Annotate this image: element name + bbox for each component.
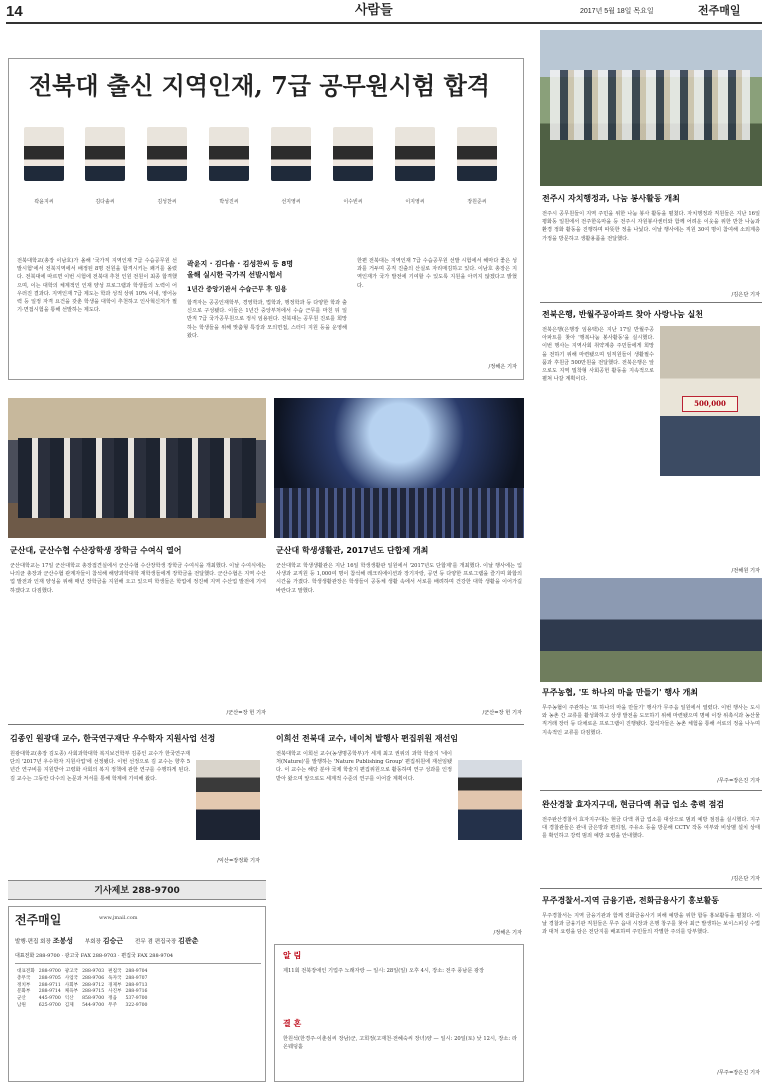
- side-story-2-byline: /전해원 기자: [731, 568, 760, 574]
- side-story-5-byline: /무주=장은진 기자: [717, 1070, 760, 1076]
- mid-story-1-body: 군산대학교는 17일 군산대학교 총장접견실에서 군산수협 수산장학생 장학금 수여식을 개최했다. 이날 수여식에는 나의균 총장과 군산수협 관계자들이 참석해 해양과학대학 재학생들에게 장학금을 전달했다. 군산수협은 지역 수산업 발전과 인재 양성을 위해 매년 장학금을 지원해 오고 있으며 학생들은 학업에 정진해 지역 수산업 발전에 기여하겠다고 다짐했다.: [10, 563, 266, 594]
- side-story-3-title[interactable]: 무주농협, '또 하나의 마을 만들기' 행사 개최: [542, 688, 699, 697]
- wedding-body: 한원석(한경주·이춘심씨 장남)군, 고희정(고재천·전혜숙씨 장녀)양 — 일시: 20일(토) 낮 12시, 장소: 라온웨딩홀: [283, 1036, 517, 1051]
- portrait-2: 김다솔씨: [85, 127, 130, 205]
- notice-box: [274, 944, 524, 1082]
- top-story-headline[interactable]: 전북대 출신 지역인재, 7급 공무원시험 합격: [29, 71, 490, 100]
- top-story-subheads: 곽윤지 · 김다솔 · 김성찬씨 등 8명 올해 실시한 국가직 선발시험서 1년간 중앙기관서 수습근무 후 임용: [187, 260, 293, 293]
- mid-story-1-byline: /군산=장 헌 기자: [226, 710, 266, 716]
- directory-row: 문화부 288-9714 체육부 288-9715 사진부 288-9716: [17, 989, 148, 995]
- mid-story-2-body: 군산대학교 학생생활관은 지난 16일 학생생활관 일원에서 '2017년도 단합제'를 개최했다. 이날 행사에는 입사생과 교직원 등 1,000여 명이 참석해 레크리에이션과 장기자랑, 공연 등 다양한 프로그램을 즐기며 화합의 시간을 가졌다. 학생생활관장은 학생들이 공동체 생활 속에서 서로를 배려하며 건강한 대학 생활을 이어가길 바란다고 말했다.: [276, 563, 522, 594]
- mid-story-4-title[interactable]: 이희선 전북대 교수, 네이처 발행사 편집위원 재선임: [276, 734, 459, 743]
- photo-volunteer-event: [540, 30, 762, 186]
- portrait-8: 장원준씨: [457, 127, 502, 205]
- masthead-url[interactable]: www.jmail.com: [99, 915, 138, 921]
- side-story-1-body: 전주시 공무원들이 지역 주민을 위한 나눔 봉사 활동을 펼쳤다. 자치행정과 직원들은 지난 16일 평화동 일원에서 전주한옥마을 등 전주시 자원봉사센터와 함께 어려운 이웃을 위한 반찬 나눔과 환경 정화 활동을 진행하며 따뜻한 정을 나눴다. 이날 행사에는 직원 30여 명이 참여해 소외계층 가정을 방문하고 생활용품을 전달했다.: [542, 211, 760, 242]
- mid-story-1-title[interactable]: 군산대, 군산수협 수산장학생 장학금 수여식 열어: [10, 546, 182, 555]
- mid-story-2-byline: /군산=장 헌 기자: [482, 710, 522, 716]
- top-story-body-col3: 한편 전북대는 지역인재 7급 수습공무원 선발 시험에서 해마다 좋은 성과를 거두며 공직 진출의 산실로 자리매김하고 있다. 이남호 총장은 지역인재가 국가 발전에 기여할 수 있도록 지원을 아끼지 않겠다고 밝혔다.: [357, 258, 517, 289]
- side-story-3-body: 무주농협이 주관하는 '또 하나의 마을 만들기' 행사가 무주읍 일원에서 열렸다. 이번 행사는 도시와 농촌 간 교류를 활성화하고 상생 발전을 도모하기 위해 마련됐으며 명예 이장 위촉식과 농산물 직거래 장터 등 다채로운 프로그램이 진행됐다. 참석자들은 농촌 체험을 통해 서로의 정을 나누며 지속적인 교류를 다짐했다.: [542, 705, 760, 736]
- notice-body: 제11회 전북장애인 기업주 노래자랑 — 일시: 28일(일) 오후 4시, 장소: 전주 풍남문 광장: [283, 968, 485, 974]
- directory-row: 군산 445-9700 익산 858-9700 정읍 537-9700: [17, 996, 148, 1002]
- mid-story-3-title[interactable]: 김종인 원광대 교수, 한국연구재단 우수학자 지원사업 선정: [10, 734, 216, 743]
- masthead-phones: 대표전화 288-9700 · 광고국 FAX 288-9703 · 편집국 FAX 288-9704: [15, 953, 261, 964]
- mid-story-3-body: 원광대학교(총장 김도종) 사회과학대학 복지보건학부 김종인 교수가 한국연구재단의 '2017년 우수학자 지원사업'에 선정됐다. 이번 선정으로 김 교수는 향후 5년간 연구비를 지원받아 고령화 사회의 복지 정책에 관한 연구를 수행하게 된다. 김 교수는 그동안 다수의 논문과 저서를 통해 학계에 기여해 왔다.: [10, 751, 190, 782]
- header-rule: [6, 22, 762, 24]
- portrait-4: 박성진씨: [209, 127, 254, 205]
- side-story-1-title[interactable]: 전주시 자치행정과, 나눔 봉사활동 개최: [542, 194, 680, 203]
- directory-row: 대표전화 288-9700 광고국 288-9703 편집국 288-9704: [17, 969, 148, 974]
- divider: [8, 724, 524, 725]
- divider: [540, 888, 762, 889]
- portrait-7: 이지영씨: [395, 127, 440, 205]
- photo-bank-donation: [660, 326, 760, 476]
- wedding-title: 결 혼: [283, 1019, 302, 1028]
- directory-row: 총무국 288-9705 사업국 288-9706 독자국 288-9707: [17, 975, 148, 981]
- page-number: 14: [6, 3, 23, 20]
- top-story-body-col2: 합격자는 공공인재학부, 경영학과, 법학과, 행정학과 등 다양한 학과 출신으로 구성됐다. 이들은 1년간 중앙부처에서 수습 근무를 마친 뒤 일반직 7급 국가공무원으로 정식 임용된다. 전북대는 공무원 진로를 희망하는 학생들을 위해 맞춤형 특강과 모의면접, 스터디 지원 등을 운영해 왔다.: [187, 300, 347, 339]
- side-story-2-body: 전북은행(은행장 임용택)은 지난 17일 반월주공아파트를 찾아 '행복나눔 봉사활동'을 실시했다. 이번 행사는 지역사회 취약계층 주민들에게 희망을 전하기 위해 마련됐으며 임직원들이 생활필수품과 후원금 500만원을 전달했다. 전북은행은 앞으로도 지역 밀착형 사회공헌 활동을 지속적으로 펼쳐 나갈 계획이다.: [542, 327, 654, 383]
- paper-name: 전주매일: [698, 4, 741, 17]
- masthead-paper: 전주매일: [15, 913, 62, 927]
- top-story-box: [8, 58, 524, 380]
- photo-scholarship-ceremony: [8, 398, 266, 538]
- portrait-5: 선지영씨: [271, 127, 316, 205]
- side-story-5-body: 무주경찰서는 지역 금융기관과 함께 전화금융사기 피해 예방을 위한 합동 홍보활동을 펼쳤다. 이날 경찰과 금융기관 직원들은 무주 읍내 시장과 은행 창구를 찾아 최근 발생하는 보이스피싱 수법과 대처 요령을 담은 전단지를 배포하며 주민들의 각별한 주의를 당부했다.: [542, 913, 760, 936]
- directory-row: 정치부 288-9711 사회부 288-9712 경제부 288-9713: [17, 982, 148, 988]
- portrait-3: 김성찬씨: [147, 127, 192, 205]
- divider: [540, 302, 762, 303]
- side-story-3-byline: /무주=장은진 기자: [717, 778, 760, 784]
- side-story-2-title[interactable]: 전북은행, 반월주공아파트 찾아 사랑나눔 실천: [542, 310, 704, 319]
- side-story-4-title[interactable]: 완산경찰 효자지구대, 현금다액 취급 업소 총력 점검: [542, 800, 725, 809]
- notice-title: 알 림: [283, 951, 302, 960]
- tipline-bar: 기사제보 288-9700: [8, 880, 266, 900]
- top-story-byline: /정해은 기자: [488, 364, 517, 370]
- portrait-row: [19, 127, 519, 237]
- directory-row: 남원 625-9700 김제 544-9700 무주 322-9700: [17, 1002, 148, 1008]
- section-title: 사람들: [355, 3, 393, 18]
- portrait-6: 이수빈씨: [333, 127, 378, 205]
- mid-story-3-byline: /익산=장정화 기자: [217, 858, 260, 864]
- photo-dorm-festival: [274, 398, 524, 538]
- photo-lee-heeseon: [458, 760, 522, 840]
- masthead-staff: 발행·편집 회장 조봉성 부회장 김승근 전무 겸 편집국장 김관춘: [15, 937, 199, 945]
- divider: [540, 790, 762, 791]
- photo-muju-group: [540, 578, 762, 682]
- portrait-1: 곽윤지씨: [24, 127, 69, 205]
- masthead-box: [8, 906, 266, 1082]
- directory-table: [15, 969, 149, 1010]
- mid-story-4-body: 전북대학교 이희선 교수(농생명공학부)가 세계 최고 권위의 과학 학술지 '네이처(Nature)'를 발행하는 'Nature Publishing Group' 편집위원에 재선임됐다. 이 교수는 해당 분야 국제 학술지 편집위원으로 활동하며 연구 성과를 인정받아 왔으며 앞으로도 세계적 수준의 연구를 이어갈 계획이다.: [276, 751, 452, 782]
- side-story-4-body: 전주완산경찰서 효자지구대는 현금 다액 취급 업소를 대상으로 범죄 예방 점검을 실시했다. 지구대 경찰관들은 관내 금은방과 편의점, 주유소 등을 방문해 CCTV 작동 여부와 비상벨 설치 상태를 확인하고 강력 범죄 예방 요령을 안내했다.: [542, 817, 760, 840]
- side-story-4-byline: /김은단 기자: [731, 876, 760, 882]
- side-story-5-title[interactable]: 무주경찰서-지역 금융기관, 전화금융사기 홍보활동: [542, 896, 720, 905]
- mid-story-2-title[interactable]: 군산대 학생생활관, 2017년도 단합제 개최: [276, 546, 429, 555]
- side-story-1-byline: /김은단 기자: [731, 292, 760, 298]
- issue-date: 2017년 5월 18일 목요일: [580, 8, 654, 15]
- photo-kim-jongin: [196, 760, 260, 840]
- donation-check: 500,000: [682, 396, 738, 412]
- mid-story-4-byline: /정해은 기자: [493, 930, 522, 936]
- top-story-body-col1: 전북대학교(총장 이남호)가 올해 '국가직 지역인재 7급 수습공무원 선발시험'에서 전북지역에서 배정된 8명 전원을 합격시키는 쾌거를 올렸다. 전북대에 따르면 이번 시험에 전북대 추천 인원 전원이 최종 합격했으며, 이는 대학의 체계적인 인재 양성 프로그램과 학생들의 노력이 어우러진 결과다. 지역인재 7급 제도는 학과 성적 상위 10% 이내, 영어능력 등 일정 자격 요건을 갖춘 학생을 대학이 추천하고 인사혁신처가 필기·면접시험을 통해 선발하는 제도다.: [17, 258, 177, 314]
